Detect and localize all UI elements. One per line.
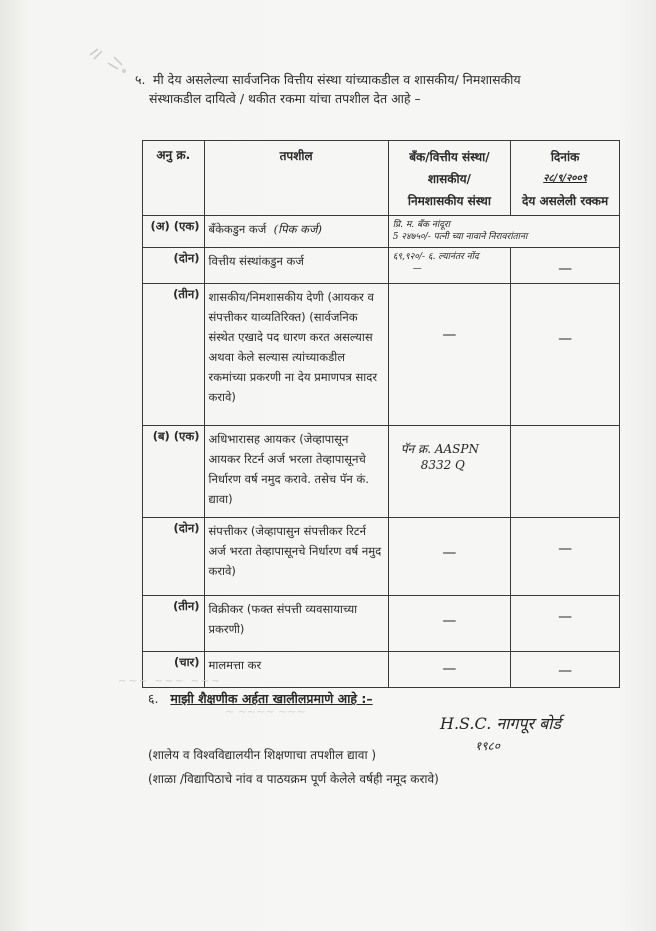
header-serial: अनु क्र. [143, 141, 205, 216]
header-bank-line-1: बँक/वित्तीय संस्था/ [409, 150, 490, 164]
row-serial: (दोन) [143, 518, 205, 596]
row-detail [204, 216, 388, 248]
row-bank [388, 596, 510, 652]
row-detail: शासकीय/निमशासकीय देणी (आयकर व संपत्तीकर याव्यतिरिक्त) (सार्वजनिक संस्थेत एखादे पद धारण करत असल्यास अथवा केले सल्यास त्यांच्याकडील रकमांच्या प्रकरणी ना देय प्रमाणपत्र सादर करावे) [204, 284, 388, 426]
header-detail: तपशील [204, 141, 388, 216]
row-amount [511, 248, 620, 284]
row-bank [388, 284, 510, 426]
row-bank-line-1: पॅन क्र. AASPN [400, 442, 479, 456]
row-bank [388, 652, 510, 688]
row-bank [388, 518, 510, 596]
row-bank [388, 426, 510, 518]
row-bank-line-1: प्रि. म. बँक नांदूरा [392, 220, 451, 230]
section-5-intro [135, 70, 615, 108]
table-row [143, 284, 620, 426]
section-6-number: ६. [148, 691, 159, 706]
qualification-year: १९८० [475, 739, 500, 753]
row-bank [388, 248, 510, 284]
row-amount [511, 518, 620, 596]
row-amount [511, 284, 620, 426]
row-amount-value: — [558, 261, 573, 277]
row-serial: (चार) [143, 652, 205, 688]
table-row [143, 596, 620, 652]
row-detail-handwritten: (पिक कर्ज) [273, 222, 322, 236]
row-detail: संपत्तीकर (जेव्हापासुन संपत्तीकर रिटर्न अर्ज भरता तेव्हापासूनचे निर्धारण वर्ष नमुद करावे) [204, 518, 388, 596]
qualification-handwritten: H.S.C. नागपूर बोर्ड [440, 714, 561, 733]
table-row [143, 248, 620, 284]
section-5-line-2: संस्थाकडील दायित्वे / थकीत रकमा यांचा तपशील देत आहे – [149, 91, 421, 106]
row-detail: मालमत्ता कर [204, 652, 388, 688]
row-amount-value: — [558, 663, 573, 679]
table-header-row [143, 141, 620, 216]
row-serial: (तीन) [143, 596, 205, 652]
row-bank [388, 216, 619, 248]
row-serial: (ब) (एक) [143, 426, 205, 518]
row-amount [511, 596, 620, 652]
table-row [143, 518, 620, 596]
faded-bleed-text-2: ~ ~~~~ ~~~ [225, 705, 306, 718]
row-serial: (अ) (एक) [143, 216, 205, 248]
row-amount-value: — [558, 609, 573, 625]
row-bank-line-2: — [412, 264, 422, 274]
header-date-value: २८/९/२००९ [543, 173, 587, 184]
row-bank-value: — [442, 613, 457, 629]
row-serial: (तीन) [143, 284, 205, 426]
row-detail-text: बँकेकडुन कर्ज [208, 222, 267, 236]
row-bank-line-1: ६९,९२०/- ६. ल्यानंतर नोंद [392, 252, 479, 262]
table-row [143, 426, 620, 518]
row-bank-value: — [442, 327, 457, 343]
table-row [143, 216, 620, 248]
qualification-note-1: (शालेय व विश्वविद्यालयीन शिक्षणाचा तपशील द्यावा ) [148, 748, 377, 762]
header-bank [388, 141, 510, 216]
faded-bleed-text: ~~~ ~~~ ~~~ [118, 676, 222, 687]
row-detail: अधिभारासह आयकर (जेव्हापासून आयकर रिटर्न अर्ज भरला तेव्हापासूनचे निर्धारण वर्ष नमुद करावे. तसेच पॅन कं. द्यावा) [204, 426, 388, 518]
row-bank-value: — [442, 661, 457, 677]
section-6-title: माझी शैक्षणीक अर्हता खालीलप्रमाणे आहे :– [170, 691, 373, 706]
row-amount-value: — [558, 541, 573, 557]
header-date-label: दिनांक [550, 150, 580, 164]
row-detail: वित्तीय संस्थांकडुन कर्ज [204, 248, 388, 284]
liabilities-table [142, 140, 620, 688]
header-bank-line-3: निमशासकीय संस्था [407, 194, 491, 208]
section-6-heading [148, 690, 628, 707]
row-amount [511, 652, 620, 688]
staple-mark [88, 45, 128, 75]
row-bank-line-2: 5 २४७५०/- पत्नी च्या नावाने निरावरांताना [392, 232, 528, 242]
header-date-line-2: देय असलेली रक्कम [521, 194, 609, 208]
section-5-line-1: मी देय असलेल्या सार्वजनिक वित्तीय संस्था यांच्याकडील व शासकीय/ निमशासकीय [153, 72, 521, 87]
row-amount-value: — [558, 331, 573, 347]
header-date [511, 141, 620, 216]
row-bank-value: — [442, 545, 457, 561]
header-bank-line-2: शासकीय/ [427, 172, 471, 186]
row-detail: विक्रीकर (फक्त संपत्ती व्यवसायाच्या प्रकरणी) [204, 596, 388, 652]
section-number: ५. [135, 72, 146, 87]
row-serial: (दोन) [143, 248, 205, 284]
qualification-note-2: (शाळा /विद्यापिठाचे नांव व पाठयक्रम पूर्ण केलेले वर्षही नमूद करावे) [148, 772, 439, 786]
row-amount [511, 426, 620, 518]
row-bank-line-2: 8332 Q [420, 458, 465, 472]
